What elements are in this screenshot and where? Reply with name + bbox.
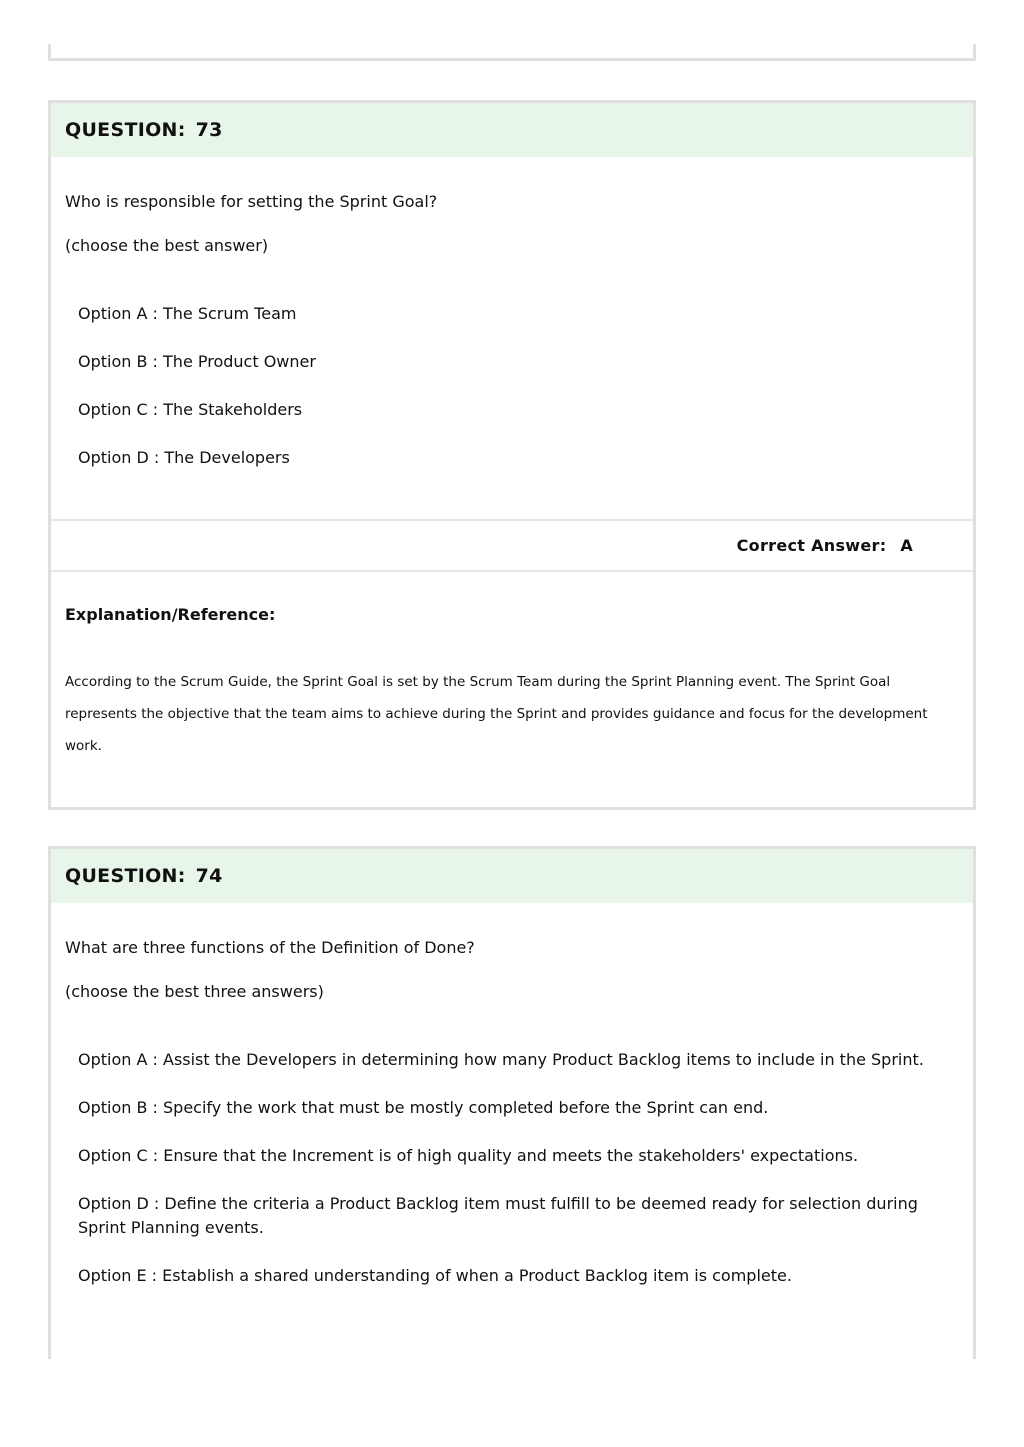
- option-d: Option D : Define the criteria a Product Backlog item must fulfill to be deemed ready for selection during Sprint Planning events.: [78, 1194, 918, 1237]
- question-card-74: [48, 846, 976, 1359]
- question-label: QUESTION:: [65, 119, 186, 141]
- explanation-text: According to the Scrum Guide, the Sprint Goal is set by the Scrum Team during the Sprint Planning event. The Sprint Goal represents the objective that the team aims to achieve during the Sprint and provides guidance and focus for the development work.: [65, 674, 928, 754]
- option-c: Option C : Ensure that the Increment is of high quality and meets the stakeholders' expectations.: [78, 1146, 859, 1165]
- correct-answer: [737, 536, 913, 555]
- question-card-73: [48, 100, 976, 810]
- question-text: What are three functions of the Definition of Done?: [65, 938, 475, 957]
- question-number: 73: [195, 119, 223, 141]
- option-e: Option E : Establish a shared understanding of when a Product Backlog item is complete.: [78, 1266, 792, 1285]
- option-d: Option D : The Developers: [78, 448, 290, 467]
- question-instruction: (choose the best answer): [65, 236, 269, 255]
- option-b: Option B : Specify the work that must be mostly completed before the Sprint can end.: [78, 1098, 769, 1117]
- divider: [51, 519, 973, 521]
- question-header: [51, 103, 973, 157]
- option-b: Option B : The Product Owner: [78, 352, 316, 371]
- divider: [51, 570, 973, 572]
- question-instruction: (choose the best three answers): [65, 982, 324, 1001]
- question-label: QUESTION:: [65, 865, 186, 887]
- option-a: Option A : The Scrum Team: [78, 304, 297, 323]
- correct-answer-value: A: [900, 536, 913, 555]
- option-a: Option A : Assist the Developers in determining how many Product Backlog items to include in the Sprint.: [78, 1050, 924, 1069]
- option-c: Option C : The Stakeholders: [78, 400, 303, 419]
- previous-card-bottom: [48, 44, 976, 61]
- question-header: [51, 849, 973, 903]
- question-text: Who is responsible for setting the Sprint Goal?: [65, 192, 438, 211]
- explanation-title: Explanation/Reference:: [65, 605, 276, 624]
- correct-answer-label: Correct Answer:: [736, 536, 887, 555]
- question-number: 74: [195, 865, 223, 887]
